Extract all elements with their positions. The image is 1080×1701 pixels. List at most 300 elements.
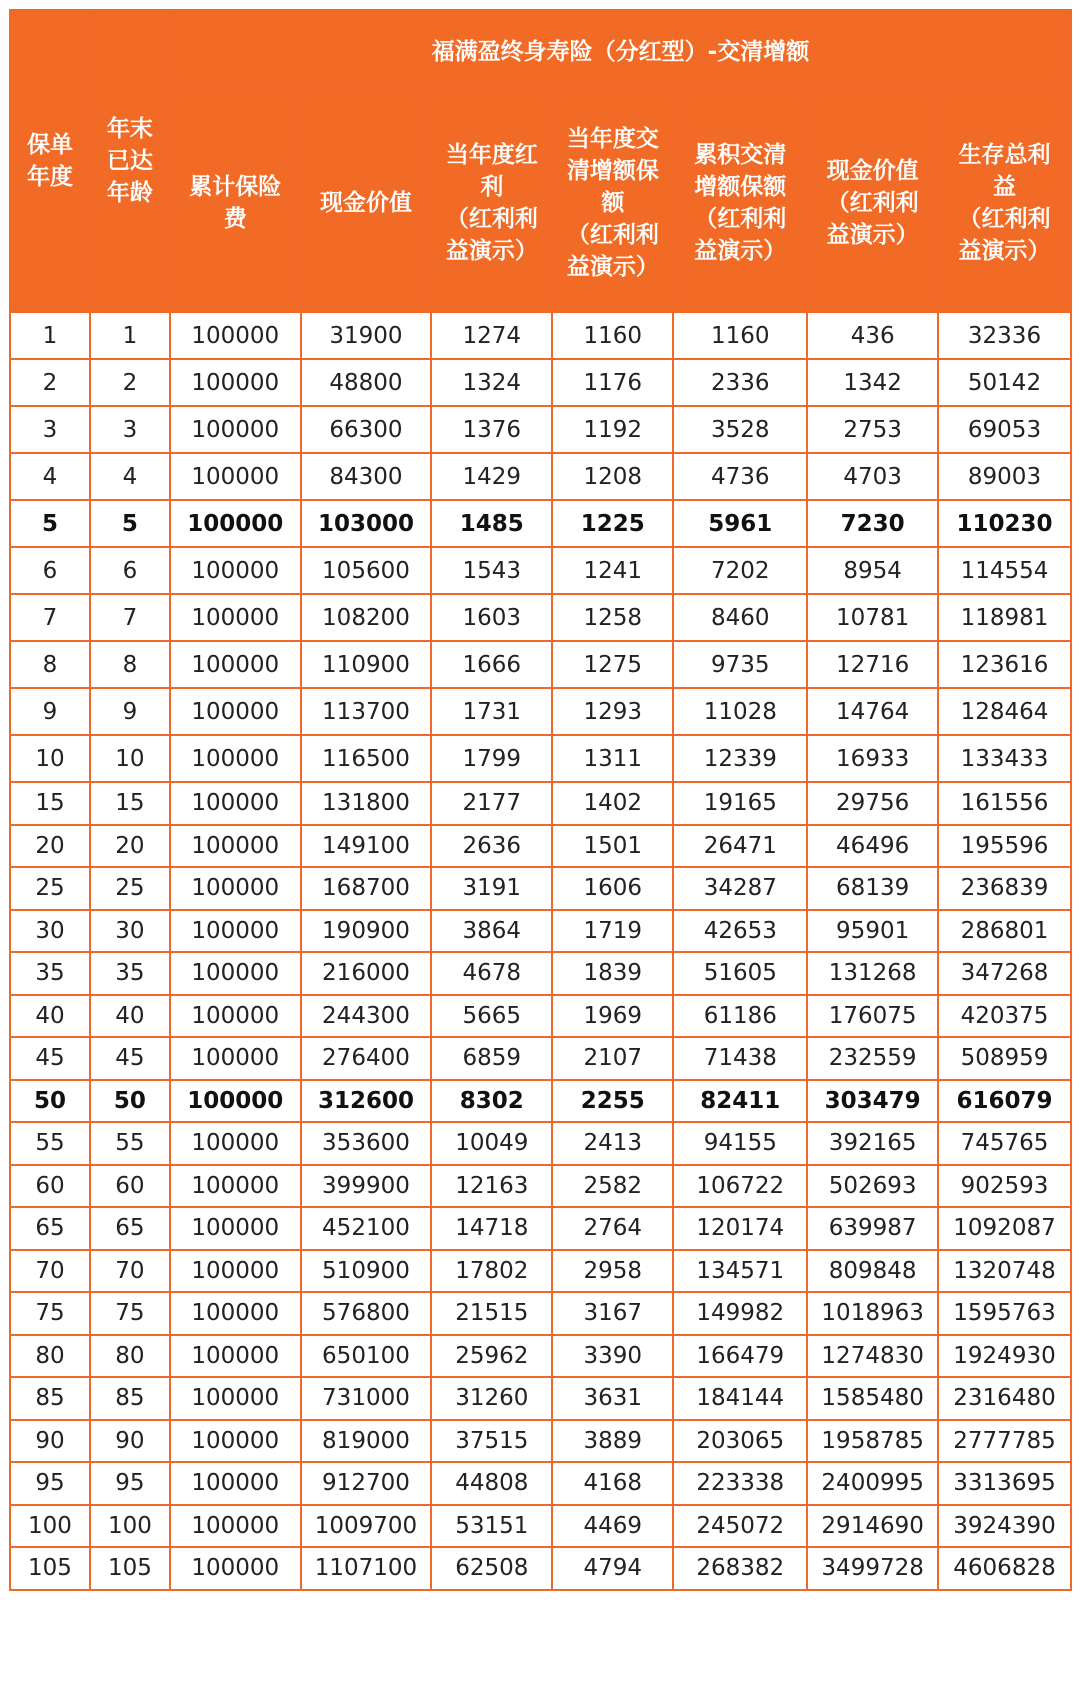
table-cell: 89003 [938,453,1071,500]
table-cell: 8 [10,641,90,688]
table-cell: 8460 [673,594,807,641]
table-row [10,825,1071,868]
table-cell: 35 [90,952,170,995]
table-cell: 399900 [301,1165,432,1208]
table-cell: 3167 [552,1292,673,1335]
table-cell: 55 [90,1122,170,1165]
table-cell: 2 [90,359,170,406]
table-cell: 10 [90,735,170,782]
table-cell: 1160 [673,312,807,359]
table-cell: 10 [10,735,90,782]
table-cell: 100 [10,1505,90,1548]
table-cell: 1176 [552,359,673,406]
table-cell: 4168 [552,1462,673,1505]
table-cell: 19165 [673,782,807,825]
table-cell: 70 [90,1250,170,1293]
table-cell: 31260 [431,1377,552,1420]
table-cell: 3390 [552,1335,673,1378]
table-cell: 745765 [938,1122,1071,1165]
table-row [10,952,1071,995]
table-cell: 94155 [673,1122,807,1165]
table-cell: 268382 [673,1547,807,1590]
table-cell: 2 [10,359,90,406]
table-cell: 14718 [431,1207,552,1250]
table-cell: 502693 [807,1165,938,1208]
table-cell: 4794 [552,1547,673,1590]
table-cell: 1731 [431,688,552,735]
table-cell: 32336 [938,312,1071,359]
table-row [10,312,1071,359]
table-cell: 4 [10,453,90,500]
table-cell: 161556 [938,782,1071,825]
header-cash-value-demo: 现金价值 （红利利 益演示） [807,94,938,312]
table-cell: 3 [10,406,90,453]
table-cell: 902593 [938,1165,1071,1208]
table-cell: 8 [90,641,170,688]
table-cell: 9 [10,688,90,735]
table-cell: 1342 [807,359,938,406]
table-cell: 100000 [170,1462,301,1505]
table-cell: 392165 [807,1122,938,1165]
table-cell: 1293 [552,688,673,735]
table-cell: 1376 [431,406,552,453]
table-row [10,1122,1071,1165]
table-cell: 2764 [552,1207,673,1250]
table-cell: 912700 [301,1462,432,1505]
table-cell: 100000 [170,867,301,910]
table-cell: 1 [10,312,90,359]
table-cell: 3313695 [938,1462,1071,1505]
table-cell: 75 [10,1292,90,1335]
table-cell: 6 [90,547,170,594]
table-row [10,782,1071,825]
table-cell: 3191 [431,867,552,910]
table-cell: 50 [90,1080,170,1123]
table-cell: 53151 [431,1505,552,1548]
table-cell: 44808 [431,1462,552,1505]
table-cell: 100000 [170,735,301,782]
table-cell: 1 [90,312,170,359]
table-cell: 1719 [552,910,673,953]
table-cell: 16933 [807,735,938,782]
table-cell: 108200 [301,594,432,641]
table-cell: 6 [10,547,90,594]
table-cell: 65 [90,1207,170,1250]
table-cell: 1429 [431,453,552,500]
table-cell: 90 [90,1420,170,1463]
table-cell: 123616 [938,641,1071,688]
table-row [10,453,1071,500]
table-cell: 2582 [552,1165,673,1208]
table-cell: 312600 [301,1080,432,1123]
table-cell: 15 [10,782,90,825]
header-cum-paidup: 累积交清 增额保额 （红利利 益演示） [673,94,807,312]
table-cell: 100000 [170,547,301,594]
table-cell: 100000 [170,995,301,1038]
table-cell: 4 [90,453,170,500]
table-cell: 1969 [552,995,673,1038]
table-cell: 286801 [938,910,1071,953]
table-cell: 30 [10,910,90,953]
table-cell: 576800 [301,1292,432,1335]
table-row [10,641,1071,688]
benefit-table [9,9,1072,1591]
table-title: 福满盈终身寿险（分红型）-交清增额 [170,10,1071,94]
table-cell: 31900 [301,312,432,359]
table-cell: 7 [10,594,90,641]
table-cell: 118981 [938,594,1071,641]
table-cell: 616079 [938,1080,1071,1123]
table-row [10,1037,1071,1080]
table-cell: 100000 [170,1292,301,1335]
table-cell: 21515 [431,1292,552,1335]
table-cell: 4703 [807,453,938,500]
table-cell: 9 [90,688,170,735]
table-cell: 40 [10,995,90,1038]
table-cell: 353600 [301,1122,432,1165]
table-cell: 508959 [938,1037,1071,1080]
table-cell: 2753 [807,406,938,453]
table-cell: 1501 [552,825,673,868]
table-cell: 20 [10,825,90,868]
table-row [10,594,1071,641]
table-cell: 100000 [170,641,301,688]
table-cell: 100000 [170,312,301,359]
table-cell: 60 [10,1165,90,1208]
table-row [10,1420,1071,1463]
table-cell: 114554 [938,547,1071,594]
table-cell: 1606 [552,867,673,910]
table-cell: 1320748 [938,1250,1071,1293]
table-cell: 1485 [431,500,552,547]
table-cell: 3924390 [938,1505,1071,1548]
table-cell: 8954 [807,547,938,594]
table-cell: 105 [90,1547,170,1590]
table-cell: 80 [90,1335,170,1378]
table-cell: 510900 [301,1250,432,1293]
table-cell: 4736 [673,453,807,500]
table-cell: 71438 [673,1037,807,1080]
table-cell: 12339 [673,735,807,782]
table-cell: 1274 [431,312,552,359]
table-cell: 116500 [301,735,432,782]
table-cell: 106722 [673,1165,807,1208]
table-cell: 1225 [552,500,673,547]
table-cell: 100000 [170,782,301,825]
table-cell: 1208 [552,453,673,500]
table-cell: 100000 [170,1037,301,1080]
table-cell: 3499728 [807,1547,938,1590]
table-cell: 216000 [301,952,432,995]
table-cell: 55 [10,1122,90,1165]
header-age: 年末 已达 年龄 [90,10,170,312]
table-cell: 82411 [673,1080,807,1123]
table-cell: 276400 [301,1037,432,1080]
table-cell: 420375 [938,995,1071,1038]
table-cell: 3864 [431,910,552,953]
table-cell: 2336 [673,359,807,406]
table-cell: 7 [90,594,170,641]
table-cell: 134571 [673,1250,807,1293]
table-cell: 120174 [673,1207,807,1250]
table-cell: 113700 [301,688,432,735]
table-cell: 100000 [170,1547,301,1590]
header-annual-dividend: 当年度红 利 （红利利 益演示） [431,94,552,312]
table-cell: 100000 [170,1250,301,1293]
table-cell: 95 [90,1462,170,1505]
table-row [10,910,1071,953]
table-cell: 166479 [673,1335,807,1378]
table-cell: 12716 [807,641,938,688]
table-row [10,500,1071,547]
table-cell: 100000 [170,1335,301,1378]
table-cell: 236839 [938,867,1071,910]
table-cell: 149982 [673,1292,807,1335]
table-cell: 176075 [807,995,938,1038]
table-cell: 34287 [673,867,807,910]
table-cell: 1839 [552,952,673,995]
table-cell: 1009700 [301,1505,432,1548]
table-cell: 2777785 [938,1420,1071,1463]
table-cell: 25 [10,867,90,910]
table-cell: 25 [90,867,170,910]
table-cell: 7230 [807,500,938,547]
table-cell: 1543 [431,547,552,594]
table-cell: 10049 [431,1122,552,1165]
table-row [10,1165,1071,1208]
table-cell: 105 [10,1547,90,1590]
table-cell: 100000 [170,500,301,547]
table-cell: 1799 [431,735,552,782]
table-cell: 6859 [431,1037,552,1080]
table-cell: 100000 [170,406,301,453]
table-cell: 40 [90,995,170,1038]
table-cell: 5665 [431,995,552,1038]
table-cell: 100000 [170,1165,301,1208]
table-cell: 100000 [170,1377,301,1420]
table-cell: 30 [90,910,170,953]
table-cell: 110900 [301,641,432,688]
table-cell: 1311 [552,735,673,782]
table-cell: 45 [10,1037,90,1080]
table-row [10,1462,1071,1505]
table-cell: 195596 [938,825,1071,868]
table-cell: 1595763 [938,1292,1071,1335]
table-cell: 168700 [301,867,432,910]
table-cell: 819000 [301,1420,432,1463]
table-cell: 133433 [938,735,1071,782]
table-row [10,1080,1071,1123]
table-container [9,9,1072,1591]
table-cell: 1192 [552,406,673,453]
table-cell: 223338 [673,1462,807,1505]
table-cell: 100000 [170,952,301,995]
table-cell: 347268 [938,952,1071,995]
table-cell: 14764 [807,688,938,735]
table-cell: 5 [90,500,170,547]
table-cell: 1092087 [938,1207,1071,1250]
table-cell: 95 [10,1462,90,1505]
table-cell: 100000 [170,910,301,953]
table-cell: 149100 [301,825,432,868]
table-cell: 731000 [301,1377,432,1420]
table-cell: 1402 [552,782,673,825]
table-cell: 45 [90,1037,170,1080]
table-body [10,312,1071,1590]
table-cell: 70 [10,1250,90,1293]
table-row [10,1505,1071,1548]
table-cell: 105600 [301,547,432,594]
table-cell: 100000 [170,1505,301,1548]
table-cell: 68139 [807,867,938,910]
table-cell: 639987 [807,1207,938,1250]
table-cell: 42653 [673,910,807,953]
table-cell: 1603 [431,594,552,641]
table-cell: 2177 [431,782,552,825]
table-cell: 650100 [301,1335,432,1378]
table-cell: 100000 [170,453,301,500]
table-cell: 100000 [170,1207,301,1250]
table-cell: 20 [90,825,170,868]
table-cell: 85 [90,1377,170,1420]
table-cell: 100000 [170,825,301,868]
table-cell: 50 [10,1080,90,1123]
table-header [10,10,1071,312]
table-row [10,359,1071,406]
table-cell: 85 [10,1377,90,1420]
table-cell: 1241 [552,547,673,594]
table-cell: 1324 [431,359,552,406]
table-row [10,735,1071,782]
table-cell: 100000 [170,688,301,735]
table-cell: 15 [90,782,170,825]
table-cell: 61186 [673,995,807,1038]
table-row [10,1250,1071,1293]
table-cell: 4678 [431,952,552,995]
table-cell: 46496 [807,825,938,868]
table-cell: 66300 [301,406,432,453]
table-cell: 244300 [301,995,432,1038]
table-cell: 3528 [673,406,807,453]
table-cell: 184144 [673,1377,807,1420]
table-cell: 10781 [807,594,938,641]
table-cell: 69053 [938,406,1071,453]
table-cell: 100000 [170,1122,301,1165]
table-cell: 2958 [552,1250,673,1293]
table-cell: 48800 [301,359,432,406]
table-cell: 65 [10,1207,90,1250]
table-cell: 7202 [673,547,807,594]
table-cell: 62508 [431,1547,552,1590]
table-cell: 1275 [552,641,673,688]
table-cell: 17802 [431,1250,552,1293]
header-policy-year: 保单 年度 [10,10,90,312]
table-row [10,995,1071,1038]
table-row [10,688,1071,735]
table-cell: 4469 [552,1505,673,1548]
table-cell: 190900 [301,910,432,953]
table-cell: 1585480 [807,1377,938,1420]
table-row [10,406,1071,453]
table-cell: 110230 [938,500,1071,547]
table-cell: 29756 [807,782,938,825]
table-cell: 60 [90,1165,170,1208]
table-cell: 100000 [170,359,301,406]
table-cell: 103000 [301,500,432,547]
table-cell: 232559 [807,1037,938,1080]
table-cell: 90 [10,1420,90,1463]
table-cell: 26471 [673,825,807,868]
table-cell: 2413 [552,1122,673,1165]
table-cell: 5 [10,500,90,547]
table-cell: 37515 [431,1420,552,1463]
table-cell: 128464 [938,688,1071,735]
table-cell: 50142 [938,359,1071,406]
table-row [10,867,1071,910]
table-cell: 35 [10,952,90,995]
table-cell: 1018963 [807,1292,938,1335]
table-cell: 2636 [431,825,552,868]
table-cell: 84300 [301,453,432,500]
table-cell: 75 [90,1292,170,1335]
table-cell: 1258 [552,594,673,641]
table-cell: 11028 [673,688,807,735]
table-cell: 245072 [673,1505,807,1548]
header-premium: 累计保险 费 [170,94,301,312]
header-annual-paidup: 当年度交 清增额保 额 （红利利 益演示） [552,94,673,312]
table-row [10,1547,1071,1590]
table-cell: 95901 [807,910,938,953]
table-cell: 2400995 [807,1462,938,1505]
table-cell: 1958785 [807,1420,938,1463]
table-cell: 1107100 [301,1547,432,1590]
table-cell: 51605 [673,952,807,995]
table-cell: 3 [90,406,170,453]
table-row [10,1335,1071,1378]
table-cell: 203065 [673,1420,807,1463]
table-row [10,1377,1071,1420]
table-row [10,547,1071,594]
table-cell: 80 [10,1335,90,1378]
table-cell: 100 [90,1505,170,1548]
table-cell: 12163 [431,1165,552,1208]
table-cell: 3631 [552,1377,673,1420]
table-cell: 2914690 [807,1505,938,1548]
table-cell: 452100 [301,1207,432,1250]
table-row [10,1207,1071,1250]
table-cell: 100000 [170,1420,301,1463]
table-cell: 131800 [301,782,432,825]
table-cell: 1274830 [807,1335,938,1378]
table-cell: 1160 [552,312,673,359]
header-survival-total: 生存总利 益 （红利利 益演示） [938,94,1071,312]
table-cell: 809848 [807,1250,938,1293]
table-cell: 131268 [807,952,938,995]
table-cell: 9735 [673,641,807,688]
table-cell: 8302 [431,1080,552,1123]
table-cell: 1924930 [938,1335,1071,1378]
table-row [10,1292,1071,1335]
table-cell: 436 [807,312,938,359]
table-cell: 2316480 [938,1377,1071,1420]
table-cell: 1666 [431,641,552,688]
table-cell: 303479 [807,1080,938,1123]
header-cash-value: 现金价值 [301,94,432,312]
table-cell: 100000 [170,594,301,641]
table-cell: 100000 [170,1080,301,1123]
table-cell: 3889 [552,1420,673,1463]
table-cell: 2107 [552,1037,673,1080]
